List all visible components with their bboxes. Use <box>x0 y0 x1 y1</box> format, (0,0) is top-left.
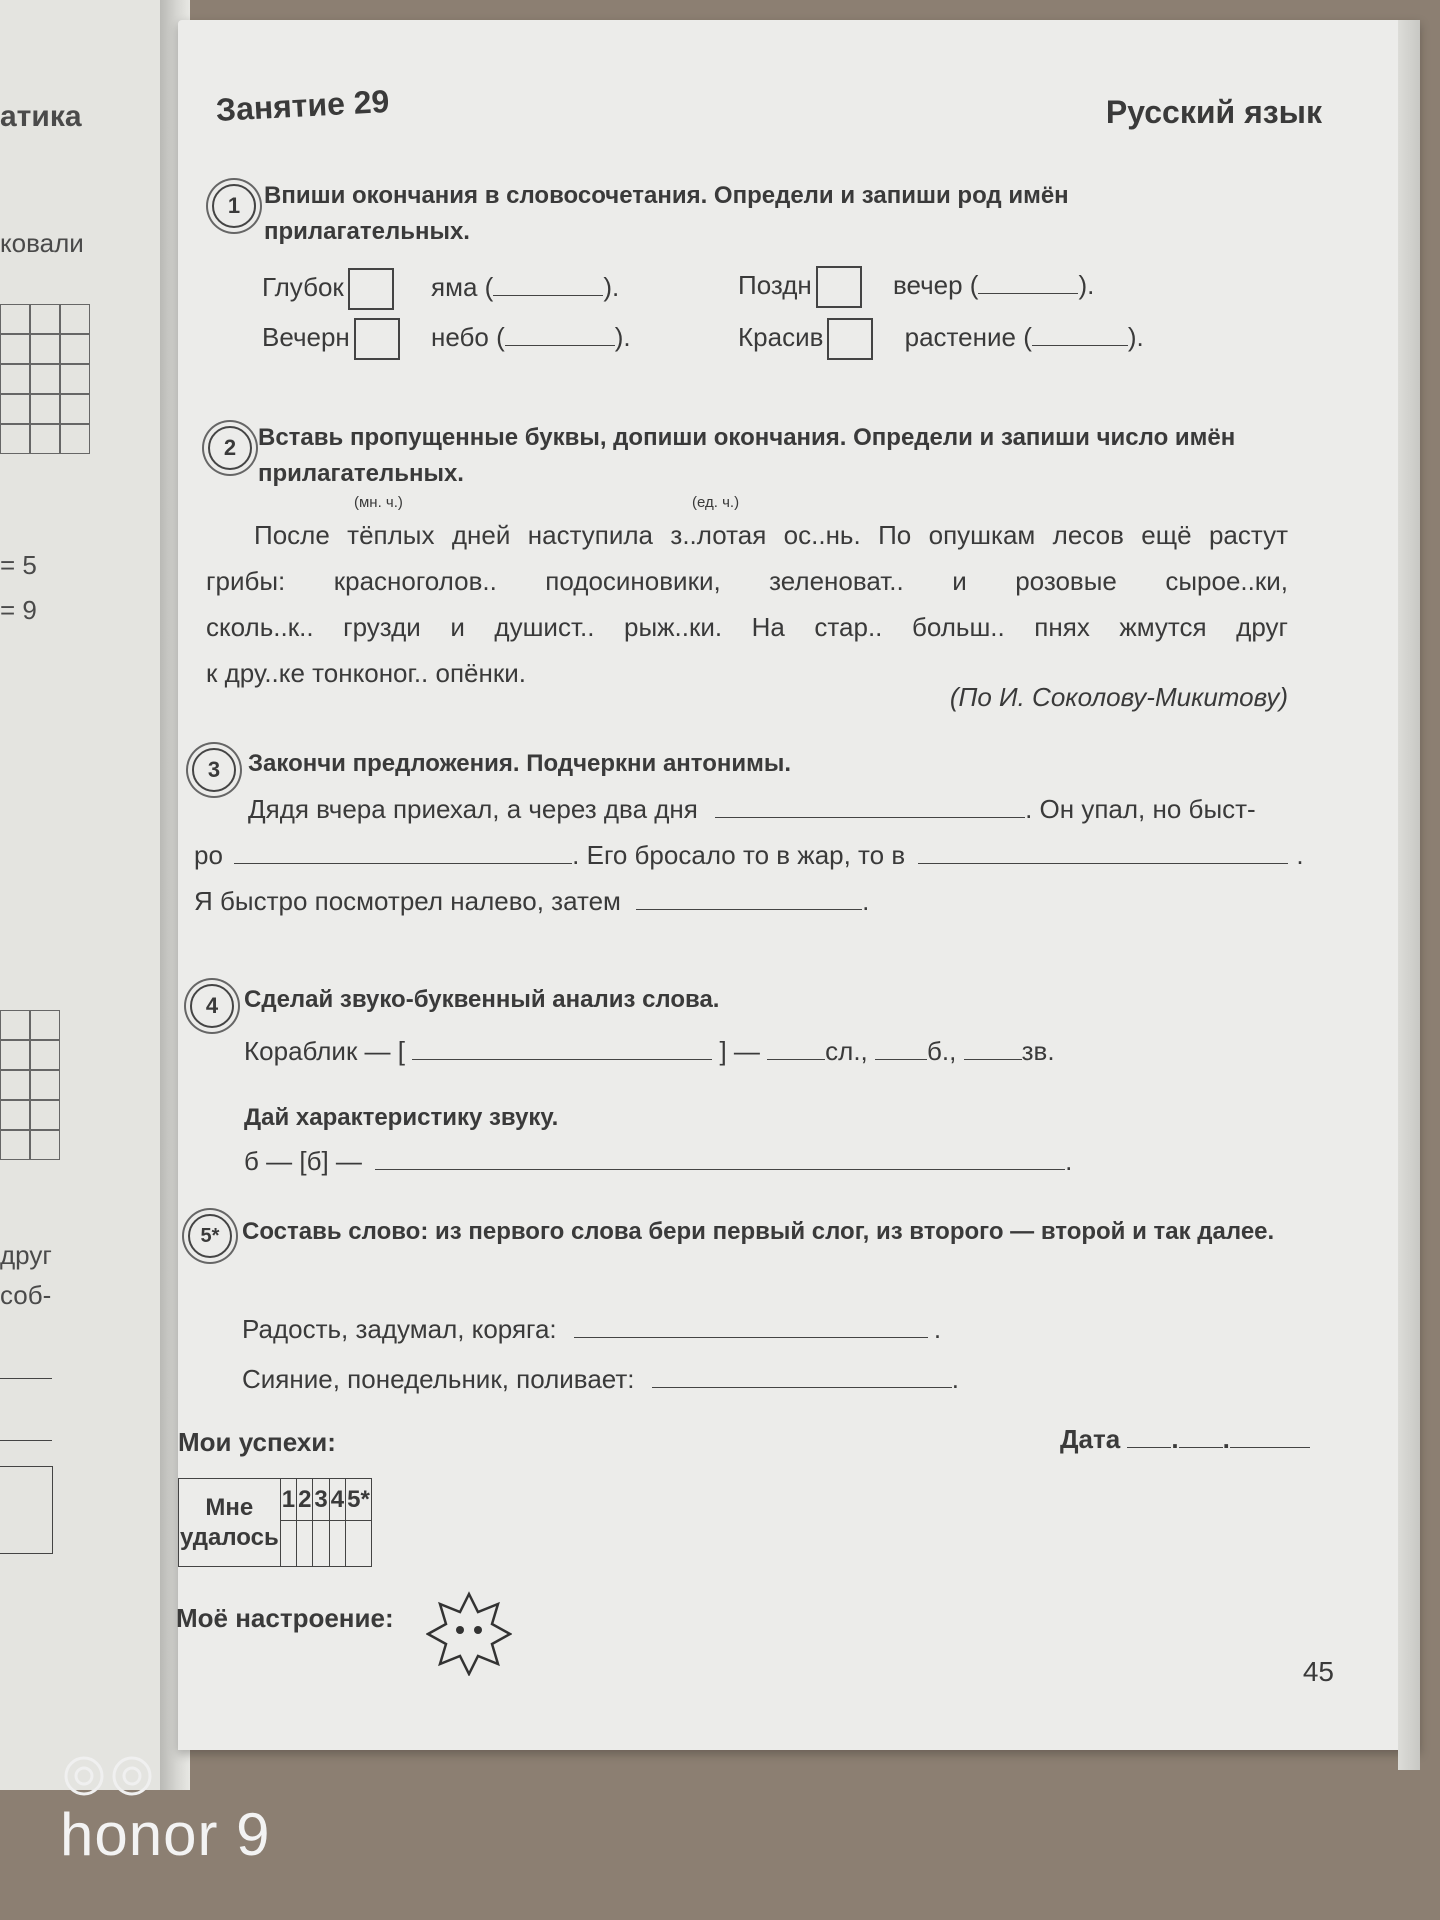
task-1-number: 1 <box>212 184 256 228</box>
date-month-blank[interactable] <box>1179 1425 1223 1448</box>
text-author: (По И. Соколову-Микитову) <box>949 682 1288 712</box>
left-blank-line-2 <box>0 1440 52 1441</box>
sounds-blank[interactable] <box>964 1037 1022 1060</box>
answer-blank[interactable] <box>715 795 1025 818</box>
gender-blank[interactable] <box>505 323 615 346</box>
noun: яма ( <box>431 271 494 302</box>
text-line-1: После тёплых дней наступила з..лотая ос..нь. По опушкам лесов ещё растут <box>254 520 1288 550</box>
ending-box[interactable] <box>816 266 862 308</box>
task-3-line-1: Дядя вчера приехал, а через два дня . Он упал, но быст- <box>248 794 1256 824</box>
left-text-fragment-3: соб- <box>0 1280 52 1310</box>
col-1-cell[interactable] <box>280 1521 296 1567</box>
left-page <box>0 0 180 1790</box>
subject-title: Русский язык <box>1105 94 1322 130</box>
task-3-number: 3 <box>192 748 236 792</box>
col-5-header: 5* <box>346 1479 372 1521</box>
workbook-page <box>178 20 1420 1750</box>
task-1-item-2: Поздн вечер ( ). <box>738 266 1094 308</box>
task-1-item-4: Красив растение ( ). <box>738 318 1144 360</box>
left-table-fragment <box>0 1466 53 1554</box>
task-3-line-3: Я быстро посмотрел налево, затем . <box>194 886 870 916</box>
left-equation-1: = 5 <box>0 550 37 580</box>
left-text-fragment: ковали <box>0 228 84 258</box>
gender-blank[interactable] <box>1032 323 1128 346</box>
left-blank-line <box>0 1378 52 1379</box>
task-1-item-1: Глубок яма ( ). <box>262 268 619 310</box>
page-edge <box>1398 20 1420 1770</box>
col-5-cell[interactable] <box>346 1521 372 1567</box>
task-1-title: Впиши окончания в словосочетания. Определи и запиши род имён прилагательных. <box>264 182 1069 245</box>
col-3-cell[interactable] <box>313 1521 329 1567</box>
mood-star-icon[interactable] <box>426 1590 512 1676</box>
task-2-number: 2 <box>208 426 252 470</box>
task-1-item-3: Вечерн небо ( ). <box>262 318 631 360</box>
answer-blank[interactable] <box>234 841 572 864</box>
left-grid-top <box>0 304 90 454</box>
task-4-number: 4 <box>190 984 234 1028</box>
characteristic-blank[interactable] <box>375 1147 1065 1170</box>
camera-watermark <box>60 1752 271 1868</box>
answer-blank[interactable] <box>574 1315 928 1338</box>
brand-label: honor 9 <box>60 1801 271 1868</box>
letters-blank[interactable] <box>875 1037 927 1060</box>
left-heading-fragment: атика <box>0 100 82 133</box>
lesson-title: Занятие 29 <box>215 82 391 128</box>
ending-box[interactable] <box>348 268 394 310</box>
text-line-2: грибы: красноголов.. подосиновики, зеленоват.. и розовые сыроe..ки, <box>206 566 1288 596</box>
col-2-cell[interactable] <box>297 1521 313 1567</box>
note-plural: (мн. ч.) <box>354 494 403 511</box>
date-day-blank[interactable] <box>1127 1425 1171 1448</box>
noun: растение ( <box>904 321 1032 352</box>
task-3-title: Закончи предложения. Подчеркни антонимы. <box>248 750 792 777</box>
text-line-3: сколь..к.. грузди и душист.. рыж..ки. На стар.. больш.. пнях жмутся друг <box>206 612 1288 642</box>
date-year-blank[interactable] <box>1230 1425 1310 1448</box>
adjective-stem: Вечерн <box>262 321 350 352</box>
task-4-subtitle: Дай характеристику звуку. <box>244 1104 559 1131</box>
noun: небо ( <box>431 321 505 352</box>
col-1-header: 1 <box>280 1479 296 1521</box>
row-label: Мне удалось <box>179 1479 281 1567</box>
left-equation-2: = 9 <box>0 595 37 625</box>
text-line-4: к дру..ке тонконог.. опёнки. <box>206 658 526 688</box>
answer-blank[interactable] <box>918 841 1288 864</box>
syllables-blank[interactable] <box>767 1037 825 1060</box>
task-4-line: Кораблик — [ ] — сл., б., зв. <box>244 1036 1055 1066</box>
my-success-label: Мои успехи: <box>178 1427 336 1457</box>
task-5-number: 5* <box>188 1214 232 1258</box>
col-3-header: 3 <box>313 1479 329 1521</box>
col-2-header: 2 <box>297 1479 313 1521</box>
task-3-line-2: ро . Его бросало то в жар, то в . <box>194 840 1304 870</box>
answer-blank[interactable] <box>636 887 862 910</box>
col-4-cell[interactable] <box>329 1521 345 1567</box>
gender-blank[interactable] <box>493 273 603 296</box>
transcription-blank[interactable] <box>412 1037 712 1060</box>
adjective-stem: Красив <box>738 321 824 352</box>
note-singular: (ед. ч.) <box>692 494 740 511</box>
page-number: 45 <box>1302 1656 1334 1687</box>
date-field: Дата . . <box>1060 1424 1310 1455</box>
mood-label: Моё настроение: <box>176 1603 394 1633</box>
left-grid-bottom <box>0 1010 60 1160</box>
gender-blank[interactable] <box>978 271 1078 294</box>
dual-camera-icon <box>60 1752 156 1800</box>
adjective-stem: Поздн <box>738 269 812 300</box>
task-4-title: Сделай звуко-буквенный анализ слова. <box>244 986 720 1013</box>
task-5-title: Составь слово: из первого слова бери первый слог, из второго — второй и так далее. <box>242 1218 1275 1245</box>
adjective-stem: Глубок <box>262 271 344 302</box>
task-2-title: Вставь пропущенные буквы, допиши окончания. Определи и запиши число имён прилагательных. <box>258 424 1236 487</box>
task-4-sound-line: б — [б] — . <box>244 1146 1073 1176</box>
task-5-line-2: Сияние, понедельник, поливает: . <box>242 1364 959 1394</box>
task-5-line-1: Радость, задумал, коряга: . <box>242 1314 942 1344</box>
ending-box[interactable] <box>827 318 873 360</box>
answer-blank[interactable] <box>652 1365 952 1388</box>
col-4-header: 4 <box>329 1479 345 1521</box>
noun: вечер ( <box>892 269 979 300</box>
ending-box[interactable] <box>354 318 400 360</box>
left-text-fragment-2: друг <box>0 1240 52 1270</box>
